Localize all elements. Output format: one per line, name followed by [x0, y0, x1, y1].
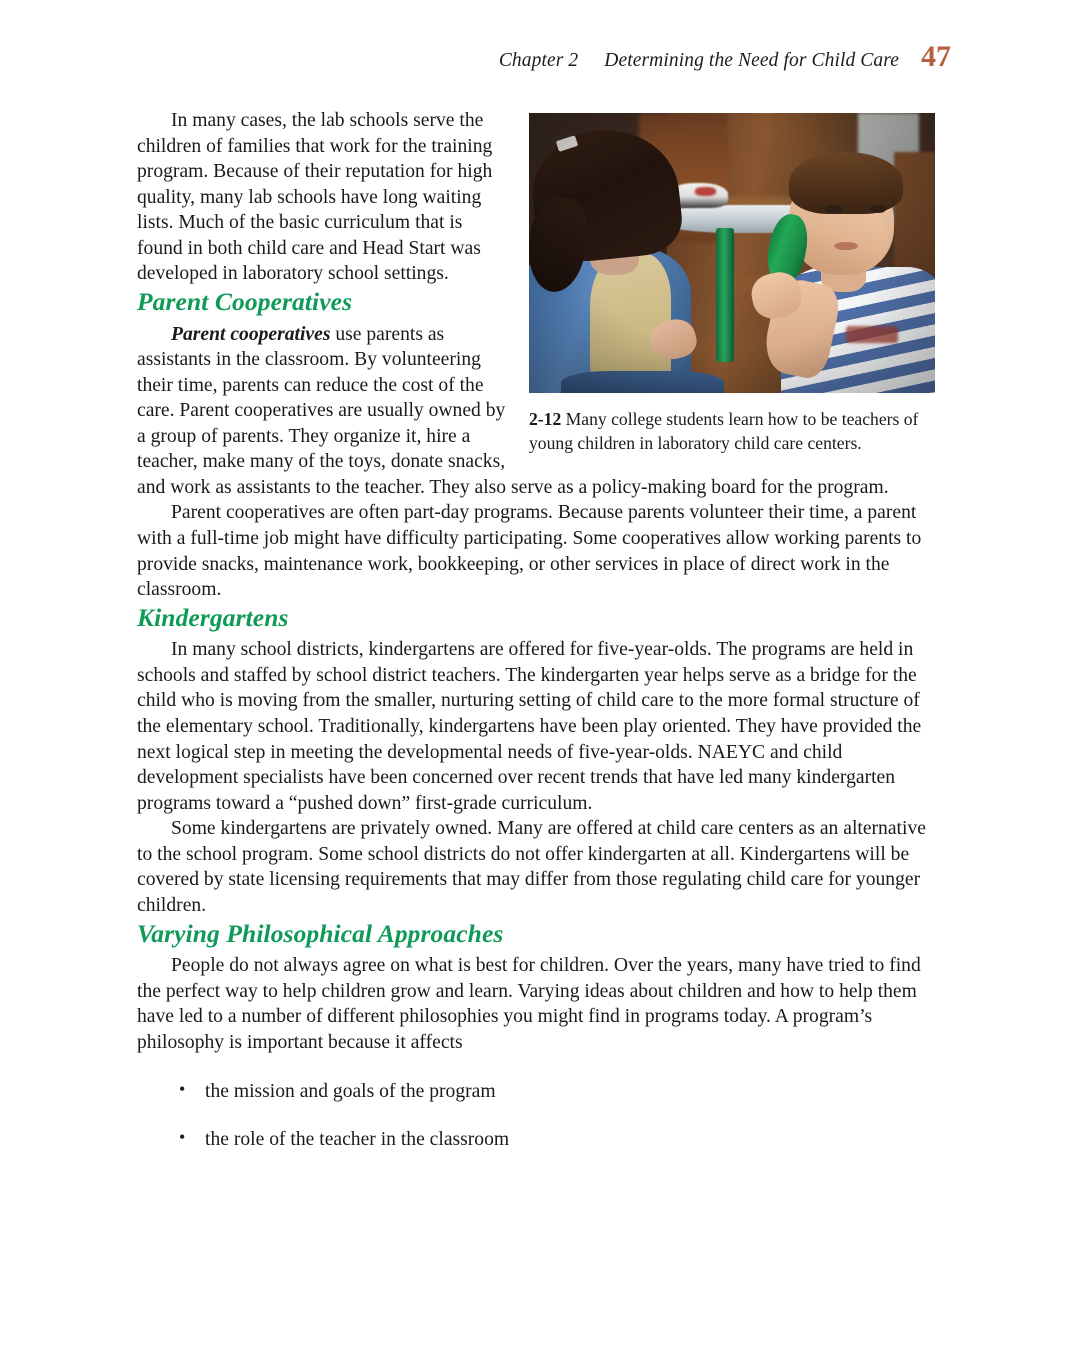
running-head-chapter-label: Chapter 2	[498, 50, 579, 71]
paragraph-coop-body: use parents as assistants in the classroom. By volunteering their time, parents can reduce the cost of the care. Parent cooperatives are usually owned by a group of parents. They organize it, hire a teacher, make many of the toys, donate snacks, and work as assistants to the teacher. They also serve as a policy-making board for the program.	[137, 323, 889, 498]
figure-caption-text: Many college students learn how to be teachers of young children in laboratory child care centers.	[529, 409, 919, 454]
paragraph-kindergartens-one: In many school districts, kindergartens are offered for five-year-olds. The programs are held in schools and staffed by school district teachers. The kindergarten year helps serve as a bridge for the child who is moving from the smaller, nurturing setting of child care to the more formal structure of the elementary school. Traditionally, kindergartens have been play oriented. They have provided the next logical step in meeting the developmental needs of five-year-olds. NAEYC and child development specialists have been concerned over recent trends that have led many kindergarten programs toward a “pushed down” first-grade curriculum.	[137, 639, 922, 814]
paragraph-varying-approaches: People do not always agree on what is best for children. Over the years, many have tried to find the perfect way to help children grow and learn. Varying ideas about children and how to help them have led to a number of different philosophies you might find in programs today. A program’s philosophy is important because it affects	[137, 955, 921, 1053]
paragraph-parent-cooperatives-second: Parent cooperatives are often part-day programs. Because parents volunteer their time, a parent with a full-time job might have difficulty participating. Some cooperatives allow working parents to provide snacks, maintenance work, bookkeeping, or other services in place of direct work in the classroom.	[137, 502, 922, 601]
running-head-chapter-title: Determining the Need for Child Care	[604, 50, 899, 71]
figure-2-12	[529, 113, 935, 456]
running-head	[137, 42, 951, 82]
paragraph-lab-schools: In many cases, the lab schools serve the children of families that work for the training program. Because of their reputation for high quality, many lab schools have long waiting lists. Much of the basic curriculum that is found in both child care and Head Start was developed in laboratory school settings.	[137, 110, 493, 285]
figure-caption-number: 2-12	[529, 409, 562, 429]
list-item: • the mission and goals of the program	[137, 1079, 935, 1104]
photo-vignette	[529, 113, 935, 393]
figure-caption	[529, 407, 935, 456]
list-item: • the role of the teacher in the classroom	[137, 1127, 935, 1152]
heading-kindergartens: Kindergartens	[137, 602, 289, 632]
paragraph-kindergartens-two: Some kindergartens are privately owned. Many are offered at child care centers as an alternative to the school program. Some school districts do not offer kindergarten at all. Kindergartens will be covered by state licensing requirements that may differ from those regulating child care for younger children.	[137, 818, 926, 916]
heading-varying-philosophical-approaches: Varying Philosophical Approaches	[137, 918, 504, 948]
heading-parent-cooperatives: Parent Cooperatives	[137, 286, 353, 316]
philosophy-effects-list	[137, 1079, 935, 1152]
paragraph-coop-term: Parent cooperatives	[171, 323, 331, 345]
page-number: 47	[921, 40, 951, 73]
page-content	[137, 108, 935, 1174]
figure-photo	[529, 113, 935, 393]
